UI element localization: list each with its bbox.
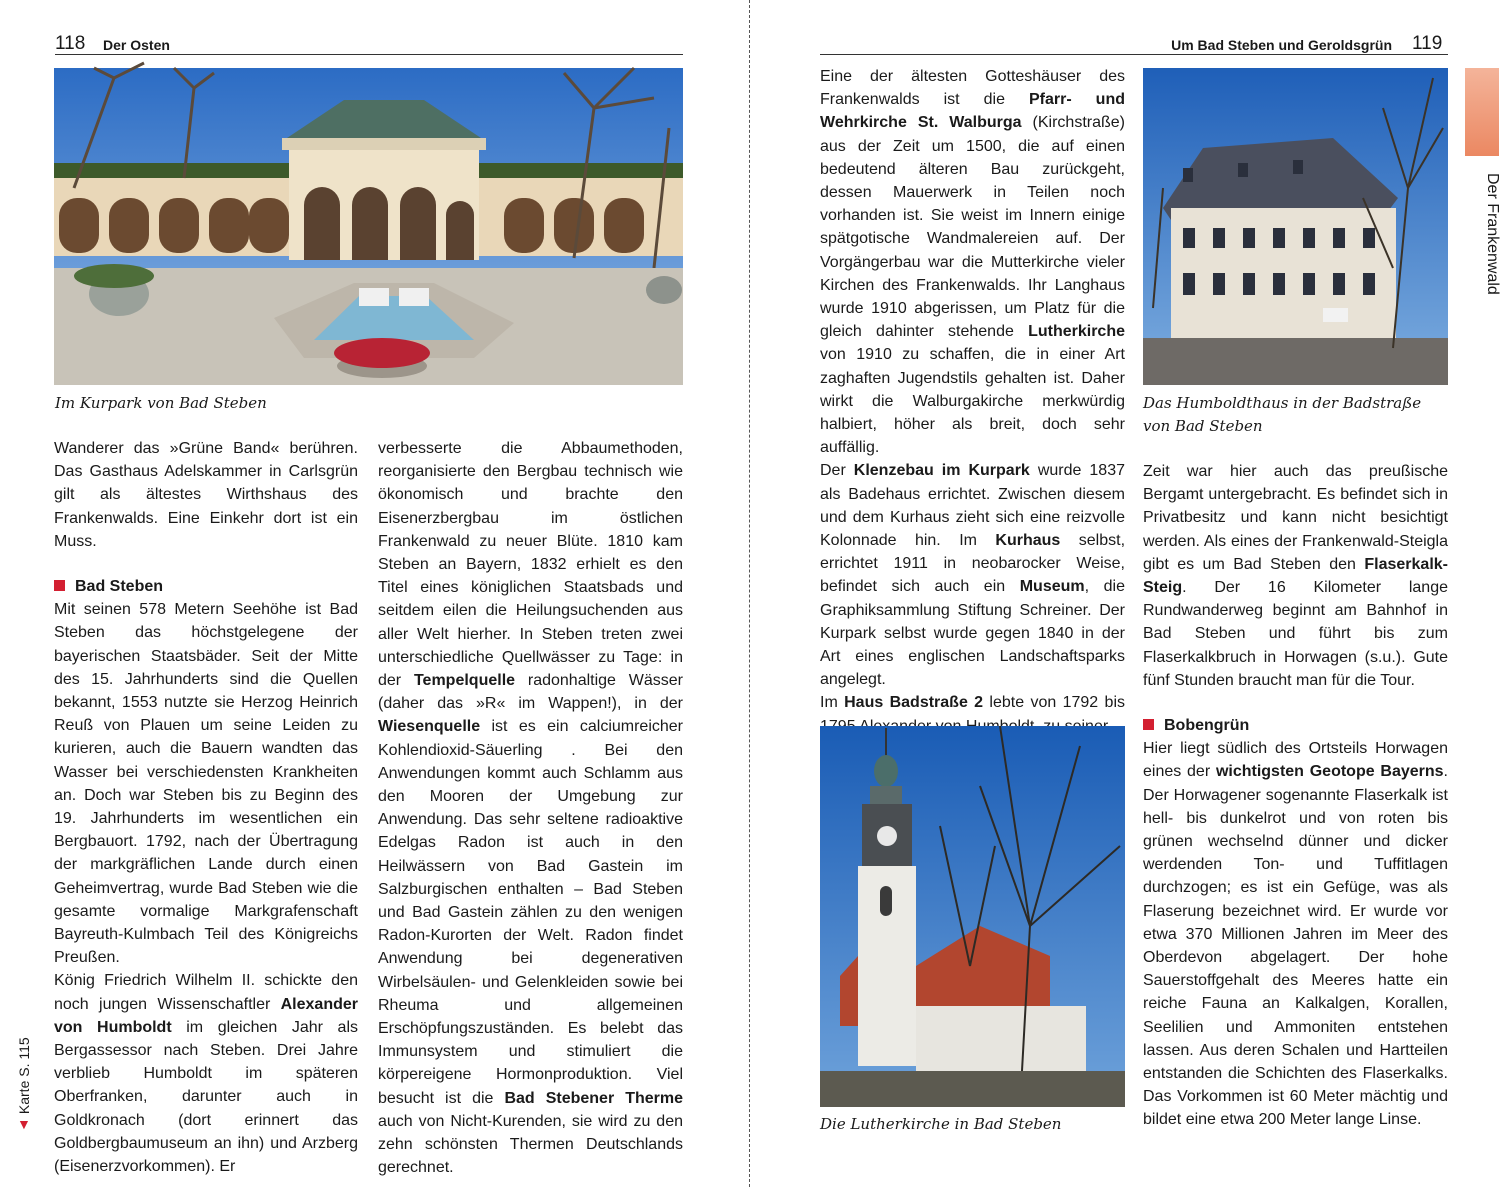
text-column-4	[1143, 460, 1448, 1132]
paragraph: Mit seinen 578 Metern Seehöhe ist Bad Steben das höchstgelegene der bayerischen Staatsbäder. Seit der Mitte des 15. Jahrhunderts sind die Quellen bekannt, 1553 nutzte sie Herzog Heinrich Reuß von Plauen um seine Leiden zu kurieren, auch die Bauern wandten das Wasser bei verschiedensten Krankheiten an. Doch war Steben bis zu Beginn des 19. Jahrhunderts im wesentlichen ein Bergbauort. 1792, nach der Übertragung der markgräflichen Lande durch einen Geheimvertrag, wurde Bad Steben wie die gesamte vormalige Markgrafenschaft Bayreuth-Kulmbach Teil des Königreichs Preußen.	[54, 601, 358, 967]
kurpark-photo	[54, 68, 683, 385]
paragraph: Hier liegt südlich des Ortsteils Horwagen eines der wichtigsten Geotope Bayerns. Der Horwagener sogenannte Flaserkalk ist hell- bis dunkelrot und von roten bis grünen wechselnd dünner und dicker werdenden Ton- und Tuffitlagen durchzogen; es ist ein Gefüge, was als Flaserung bezeichnet wird. Er wurde vor etwa 370 Millionen Jahren im Meer des Oberdevon abgelagert. Der hohe Sauerstoffgehalt des Meeres hatte ein reiche Fauna an Kalkalgen, Korallen, Seelilien und Ammoniten entstehen lassen. Aus deren Schalen und Hartteilen entstanden die Schichten des Flaserkalks. Das Vorkommen ist 60 Meter mächtig und bildet eine etwa 200 Meter lange Linse.	[1143, 740, 1448, 1129]
paragraph: Zeit war hier auch das preußische Bergamt untergebracht. Es befindet sich in Privatbesitz und kann nicht besichtigt werden. Als eines der Frankenwald-Steigla gibt es um Bad Steben den Flaserkalk-Steig. Der 16 Kilometer lange Rundwanderweg beginnt am Bahnhof in Bad Steben und führt bis zum Flaserkalkbruch in Horwagen (s.u.). Gute fünf Stunden braucht man für die Tour.	[1143, 463, 1448, 689]
paragraph: Der Klenzebau im Kurpark wurde 1837 als Badehaus errichtet. Zwischen diesem und dem Kurhaus zieht sich eine reizvolle Kolonnade hin. Im Kurhaus selbst, errichtet 1911 in neobarocker Weise, befindet sich auch ein Museum, die Graphiksammlung Stiftung Schreiner. Der Kurpark selbst wurde gegen 1840 in der Art eines englischen Landschaftsparks angelegt.	[820, 462, 1126, 689]
paragraph: Im Haus Badstraße 2 lebte von 1792 bis	[820, 694, 1126, 712]
section-heading-bad-steben: Bad Steben	[54, 575, 358, 598]
text-column-3	[820, 65, 1125, 738]
page-fold	[749, 0, 750, 1187]
header-rule-right	[820, 54, 1448, 55]
running-head-right: Um Bad Steben und Geroldsgrün	[1171, 37, 1392, 53]
red-square-bullet	[54, 580, 65, 591]
humboldthaus-photo-caption: Das Humboldthaus in der Badstraße von Bad Steben	[1143, 394, 1422, 435]
paragraph: Wanderer das »Grüne Band« berühren. Das Gasthaus Adelskammer in Carlsgrün gilt als ältestes Wirthshaus des Frankenwalds. Eine Einkehr dort ist ein Muss.	[54, 440, 358, 550]
kurpark-photo-caption: Im Kurpark von Bad Steben	[55, 394, 267, 412]
red-square-bullet	[1143, 719, 1154, 730]
lutherkirche-photo	[820, 726, 1125, 1107]
chapter-tab	[1465, 68, 1499, 156]
page-number-right: 119	[1412, 33, 1443, 54]
paragraph: König Friedrich Wilhelm II. schickte den noch jungen Wissenschaftler Alexander von Humboldt im gleichen Jahr als Bergassessor nach Steben. Drei Jahre verblieb Humboldt im späteren Oberfranken, darunter auch in Goldkronach (dort erinnert das Goldbergbaumuseum an ihn) und Arzberg (Eisenerzvorkommen). Er	[54, 972, 359, 1176]
header-rule-left	[55, 54, 683, 55]
arrow-icon: ▲	[16, 1118, 32, 1134]
text-column-1	[54, 437, 358, 1178]
lutherkirche-photo-caption: Die Lutherkirche in Bad Steben	[820, 1115, 1062, 1133]
map-reference: ▲ Karte S. 115	[16, 1037, 32, 1134]
humboldthaus-photo	[1143, 68, 1448, 385]
section-heading-bobengruen: Bobengrün	[1143, 714, 1448, 737]
chapter-side-label: Der Frankenwald	[1484, 173, 1501, 295]
running-head-left: Der Osten	[103, 37, 170, 53]
page-number-left: 118	[55, 33, 86, 54]
paragraph: verbesserte die Abbaumethoden, reorganisierte den Bergbau technisch wie ökonomisch und brachte den Eisenerzbergbau im östlichen Frankenwald zu neuer Blüte. 1810 kam Steben an Bayern, 1832 erhielt es den Titel eines königlichen Staatsbads und seitdem eilen die Heilungsuchenden aus aller Welt hierher. In Steben treten zwei unterschiedliche Quellwässer zu Tage: in der Tempelquelle radonhaltige Wässer (daher das »R« im Wappen!), in der Wiesenquelle ist es ein calciumreicher Kohlendioxid-Säuerling . Bei den Anwendungen kommt auch Schlamm aus den Mooren der Umgebung zur Anwendung. Das sehr seltene radioaktive Edelgas Radon ist auch in den Heilwässern von Bad Gastein im Salzburgischen enthalten – Bad Steben und Bad Gastein zählen zu den wenigen Radon-Kurorten der Welt. Radon findet Anwendung bei degenerativen Wirbelsäulen- und Gelenkleiden sowie bei Rheuma und allgemeinen Erschöpfungszuständen. Es belebt das Immunsystem und stimuliert die körpereigene Hormonproduktion. Viel besucht ist die Bad Stebener Therme auch von Nicht-Kurenden, sie wird zu den zehn schönsten Thermen Deutschlands gerechnet.	[378, 440, 683, 1177]
text-column-2	[378, 437, 683, 1180]
paragraph: Eine der ältesten Gotteshäuser des Frankenwalds ist die Pfarr- und Wehrkirche St. Walburga (Kirchstraße) aus der Zeit um 1500, die auf einen bedeutend älteren Bau zurückgeht, dessen Mauerwerk in Teilen noch vorhanden ist. Sie weist im Innern einige spätgotische Wandmalereien auf. Der Vorgängerbau war die Mutterkirche vieler Kirchen des Frankenwalds. Ihr Langhaus wurde 1910 abgerissen, um Platz für die gleich dahinter stehende Lutherkirche von 1910 zu schaffen, die in einer Art zaghaften Jugendstils gehalten ist. Daher wirkt die Walburgakirche merkwürdig halbiert, höher als breit, doch sehr auffällig.	[820, 68, 1125, 457]
